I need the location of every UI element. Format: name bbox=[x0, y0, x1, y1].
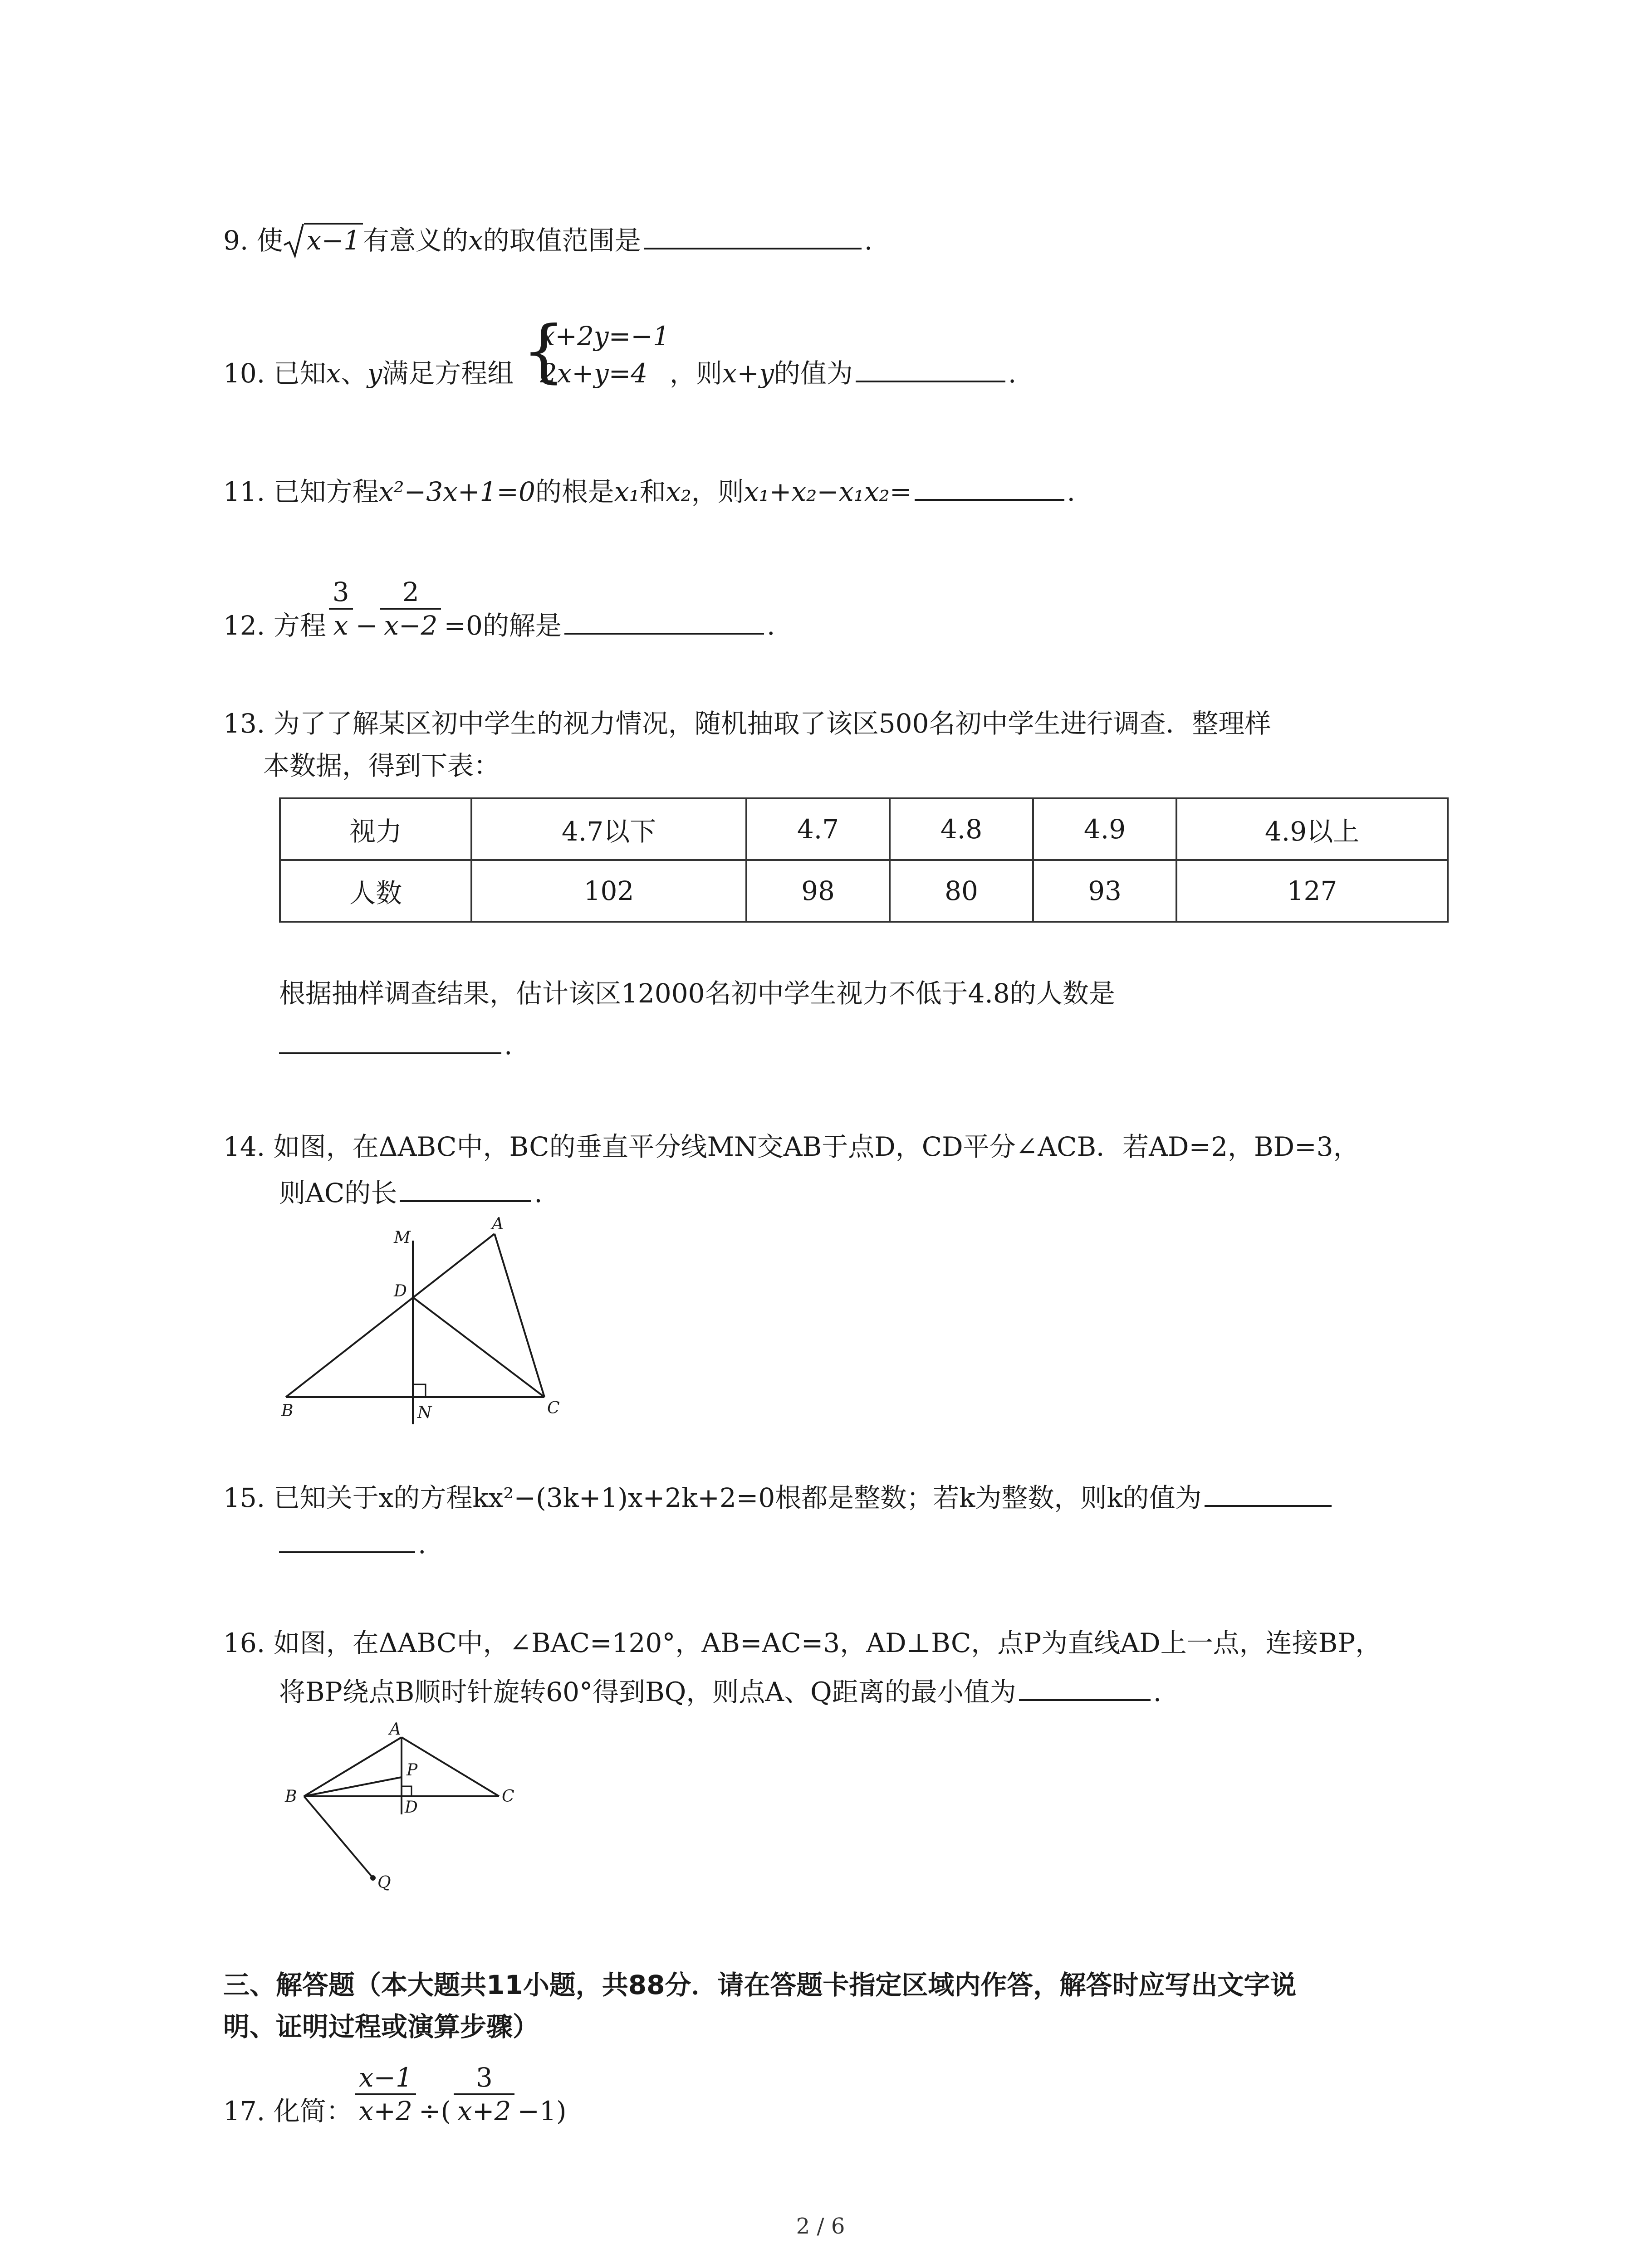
variable: y bbox=[367, 358, 382, 389]
segment-cd bbox=[413, 1297, 544, 1397]
fraction bbox=[329, 576, 353, 641]
answer-blank[interactable] bbox=[856, 354, 1005, 382]
variable: x₁ bbox=[614, 476, 640, 507]
question-number: 11. bbox=[223, 476, 274, 507]
figure-q16 bbox=[272, 1719, 526, 1901]
equation: x²−3x+1=0 bbox=[378, 476, 535, 507]
table-cell: 102 bbox=[471, 860, 746, 922]
text: ，则 bbox=[669, 358, 722, 389]
question-16 bbox=[223, 1625, 1381, 1661]
text: 根据抽样调查结果，估计该区12000名初中学生视力不低于4.8的人数是 bbox=[279, 978, 1115, 1009]
text: 方程 bbox=[273, 610, 326, 641]
expression: x+y bbox=[722, 358, 774, 389]
table-cell: 4.8 bbox=[890, 798, 1033, 860]
equation: x+2y=−1 bbox=[540, 321, 670, 352]
answer-blank[interactable] bbox=[1205, 1479, 1332, 1507]
text: − bbox=[355, 610, 378, 641]
question-13-line2 bbox=[263, 748, 500, 784]
label-q: Q bbox=[377, 1873, 391, 1892]
segment-bq bbox=[304, 1796, 373, 1878]
text: 使 bbox=[256, 225, 283, 256]
question-13 bbox=[223, 705, 1271, 742]
answer-blank[interactable] bbox=[644, 221, 862, 249]
table-cell: 4.7 bbox=[746, 798, 890, 860]
label-c: C bbox=[502, 1787, 514, 1806]
vision-table bbox=[279, 797, 1449, 923]
answer-blank[interactable] bbox=[564, 606, 764, 635]
numerator: 2 bbox=[380, 576, 441, 610]
answer-blank[interactable] bbox=[279, 1026, 501, 1054]
question-number: 10. bbox=[223, 358, 274, 389]
table-cell: 80 bbox=[890, 860, 1033, 922]
table-cell: 98 bbox=[746, 860, 890, 922]
answer-blank[interactable] bbox=[915, 473, 1064, 501]
denominator: x−2 bbox=[384, 610, 438, 641]
figure-q14 bbox=[272, 1216, 572, 1433]
question-number: 12. bbox=[223, 610, 274, 641]
sqrt-expression bbox=[283, 222, 363, 259]
label-b: B bbox=[281, 1402, 294, 1420]
numerator: 3 bbox=[329, 576, 353, 610]
right-angle-icon bbox=[402, 1786, 411, 1796]
numerator: x−1 bbox=[355, 2062, 416, 2095]
question-16-line2 bbox=[279, 1673, 1161, 1710]
text: 则AC的长 bbox=[279, 1178, 397, 1208]
page-number: 2 / 6 bbox=[796, 2214, 845, 2239]
label-c: C bbox=[547, 1399, 560, 1418]
question-12 bbox=[223, 576, 775, 644]
answer-blank[interactable] bbox=[400, 1174, 531, 1202]
question-number: 15. bbox=[223, 1482, 274, 1513]
text: −1) bbox=[517, 2096, 567, 2126]
text: . bbox=[864, 225, 873, 256]
text: 和 bbox=[639, 476, 666, 507]
text: 、 bbox=[341, 358, 367, 389]
denominator: x bbox=[333, 610, 348, 641]
text: . bbox=[534, 1178, 543, 1208]
question-10 bbox=[223, 312, 1017, 392]
question-15-line2 bbox=[279, 1525, 426, 1562]
text: 如图，在ΔABC中，∠BAC=120°，AB=AC=3，AD⊥BC，点P为直线AD上一点，连接BP， bbox=[273, 1628, 1382, 1658]
question-13-after bbox=[279, 975, 1115, 1012]
text: 已知关于x的方程kx²−(3k+1)x+2k+2=0根都是整数；若k为整数，则k的值为 bbox=[273, 1482, 1202, 1513]
question-number: 17. bbox=[223, 2096, 274, 2126]
brace-icon: { bbox=[522, 312, 566, 391]
point-q-icon bbox=[370, 1875, 376, 1881]
text: 已知 bbox=[273, 358, 326, 389]
text: . bbox=[766, 610, 775, 641]
text: 化简： bbox=[273, 2096, 353, 2126]
expression: x₁+x₂−x₁x₂= bbox=[744, 476, 912, 507]
label-p: P bbox=[407, 1761, 418, 1779]
table-row bbox=[280, 860, 1448, 922]
table-cell: 4.9以上 bbox=[1176, 798, 1448, 860]
question-number: 9. bbox=[223, 225, 257, 256]
text: . bbox=[1153, 1677, 1162, 1707]
question-number: 14. bbox=[223, 1131, 274, 1162]
variable: x bbox=[468, 225, 483, 256]
text: 满足方程组 bbox=[382, 358, 514, 389]
text: 的根是 bbox=[535, 476, 614, 507]
question-number: 16. bbox=[223, 1628, 274, 1658]
text: 将BP绕点B顺时针旋转60°得到BQ，则点A、Q距离的最小值为 bbox=[279, 1677, 1016, 1707]
variable: x bbox=[326, 358, 341, 389]
label-m: M bbox=[394, 1228, 411, 1247]
radical-sign-icon bbox=[283, 222, 304, 259]
text: . bbox=[418, 1529, 426, 1559]
label-n: N bbox=[417, 1403, 432, 1422]
text: 明、证明过程或演算步骤） bbox=[223, 2011, 539, 2042]
text: . bbox=[504, 1030, 513, 1061]
text: 已知方程 bbox=[273, 476, 379, 507]
text: 本数据，得到下表： bbox=[263, 750, 500, 781]
text: . bbox=[1008, 358, 1017, 389]
table-row bbox=[280, 798, 1448, 860]
text: 的值为 bbox=[774, 358, 853, 389]
question-11 bbox=[223, 473, 1075, 510]
table-cell: 人数 bbox=[280, 860, 471, 922]
text: ÷( bbox=[418, 2096, 451, 2126]
label-a: A bbox=[389, 1720, 401, 1739]
fraction bbox=[355, 2062, 416, 2127]
question-14 bbox=[223, 1129, 1360, 1165]
numerator: 3 bbox=[454, 2062, 514, 2095]
question-number: 13. bbox=[223, 708, 274, 739]
radicand: x−1 bbox=[304, 223, 363, 256]
text: ，则 bbox=[691, 476, 744, 507]
question-15 bbox=[223, 1479, 1334, 1516]
equation: 2x+y=4 bbox=[540, 358, 648, 389]
text: 有意义的 bbox=[363, 225, 469, 256]
answer-blank[interactable] bbox=[1019, 1673, 1151, 1701]
label-d: D bbox=[394, 1282, 407, 1300]
table-cell: 4.7以下 bbox=[471, 798, 746, 860]
text: 三、解答题（本大题共11小题，共88分．请在答题卡指定区域内作答，解答时应写出文字说 bbox=[223, 1970, 1297, 2000]
equation-system bbox=[522, 312, 670, 392]
table-cell: 4.9 bbox=[1033, 798, 1176, 860]
table-cell: 127 bbox=[1176, 860, 1448, 922]
segment-ba bbox=[286, 1234, 495, 1397]
text: . bbox=[1067, 476, 1075, 507]
question-14-line2 bbox=[279, 1174, 543, 1211]
denominator: x+2 bbox=[358, 2096, 412, 2126]
question-17 bbox=[223, 2062, 567, 2129]
table-cell: 93 bbox=[1033, 860, 1176, 922]
text: 为了了解某区初中学生的视力情况，随机抽取了该区500名初中学生进行调查．整理样 bbox=[273, 708, 1271, 739]
answer-blank[interactable] bbox=[279, 1525, 415, 1553]
segment-ac bbox=[495, 1234, 544, 1397]
text: 的取值范围是 bbox=[483, 225, 641, 256]
right-angle-icon bbox=[413, 1384, 426, 1397]
label-d: D bbox=[405, 1798, 418, 1817]
denominator: x+2 bbox=[457, 2096, 511, 2126]
question-13-answer bbox=[279, 1026, 512, 1063]
section-heading bbox=[223, 1964, 1296, 2048]
variable: x₂ bbox=[666, 476, 691, 507]
text: =0的解是 bbox=[444, 610, 562, 641]
fraction bbox=[380, 576, 441, 641]
text: 如图，在ΔABC中，BC的垂直平分线MN交AB于点D，CD平分∠ACB．若AD=2，BD=3， bbox=[273, 1131, 1360, 1162]
fraction bbox=[454, 2062, 514, 2127]
table-cell: 视力 bbox=[280, 798, 471, 860]
label-a: A bbox=[492, 1216, 504, 1233]
question-9 bbox=[223, 221, 872, 259]
label-b: B bbox=[285, 1787, 297, 1806]
